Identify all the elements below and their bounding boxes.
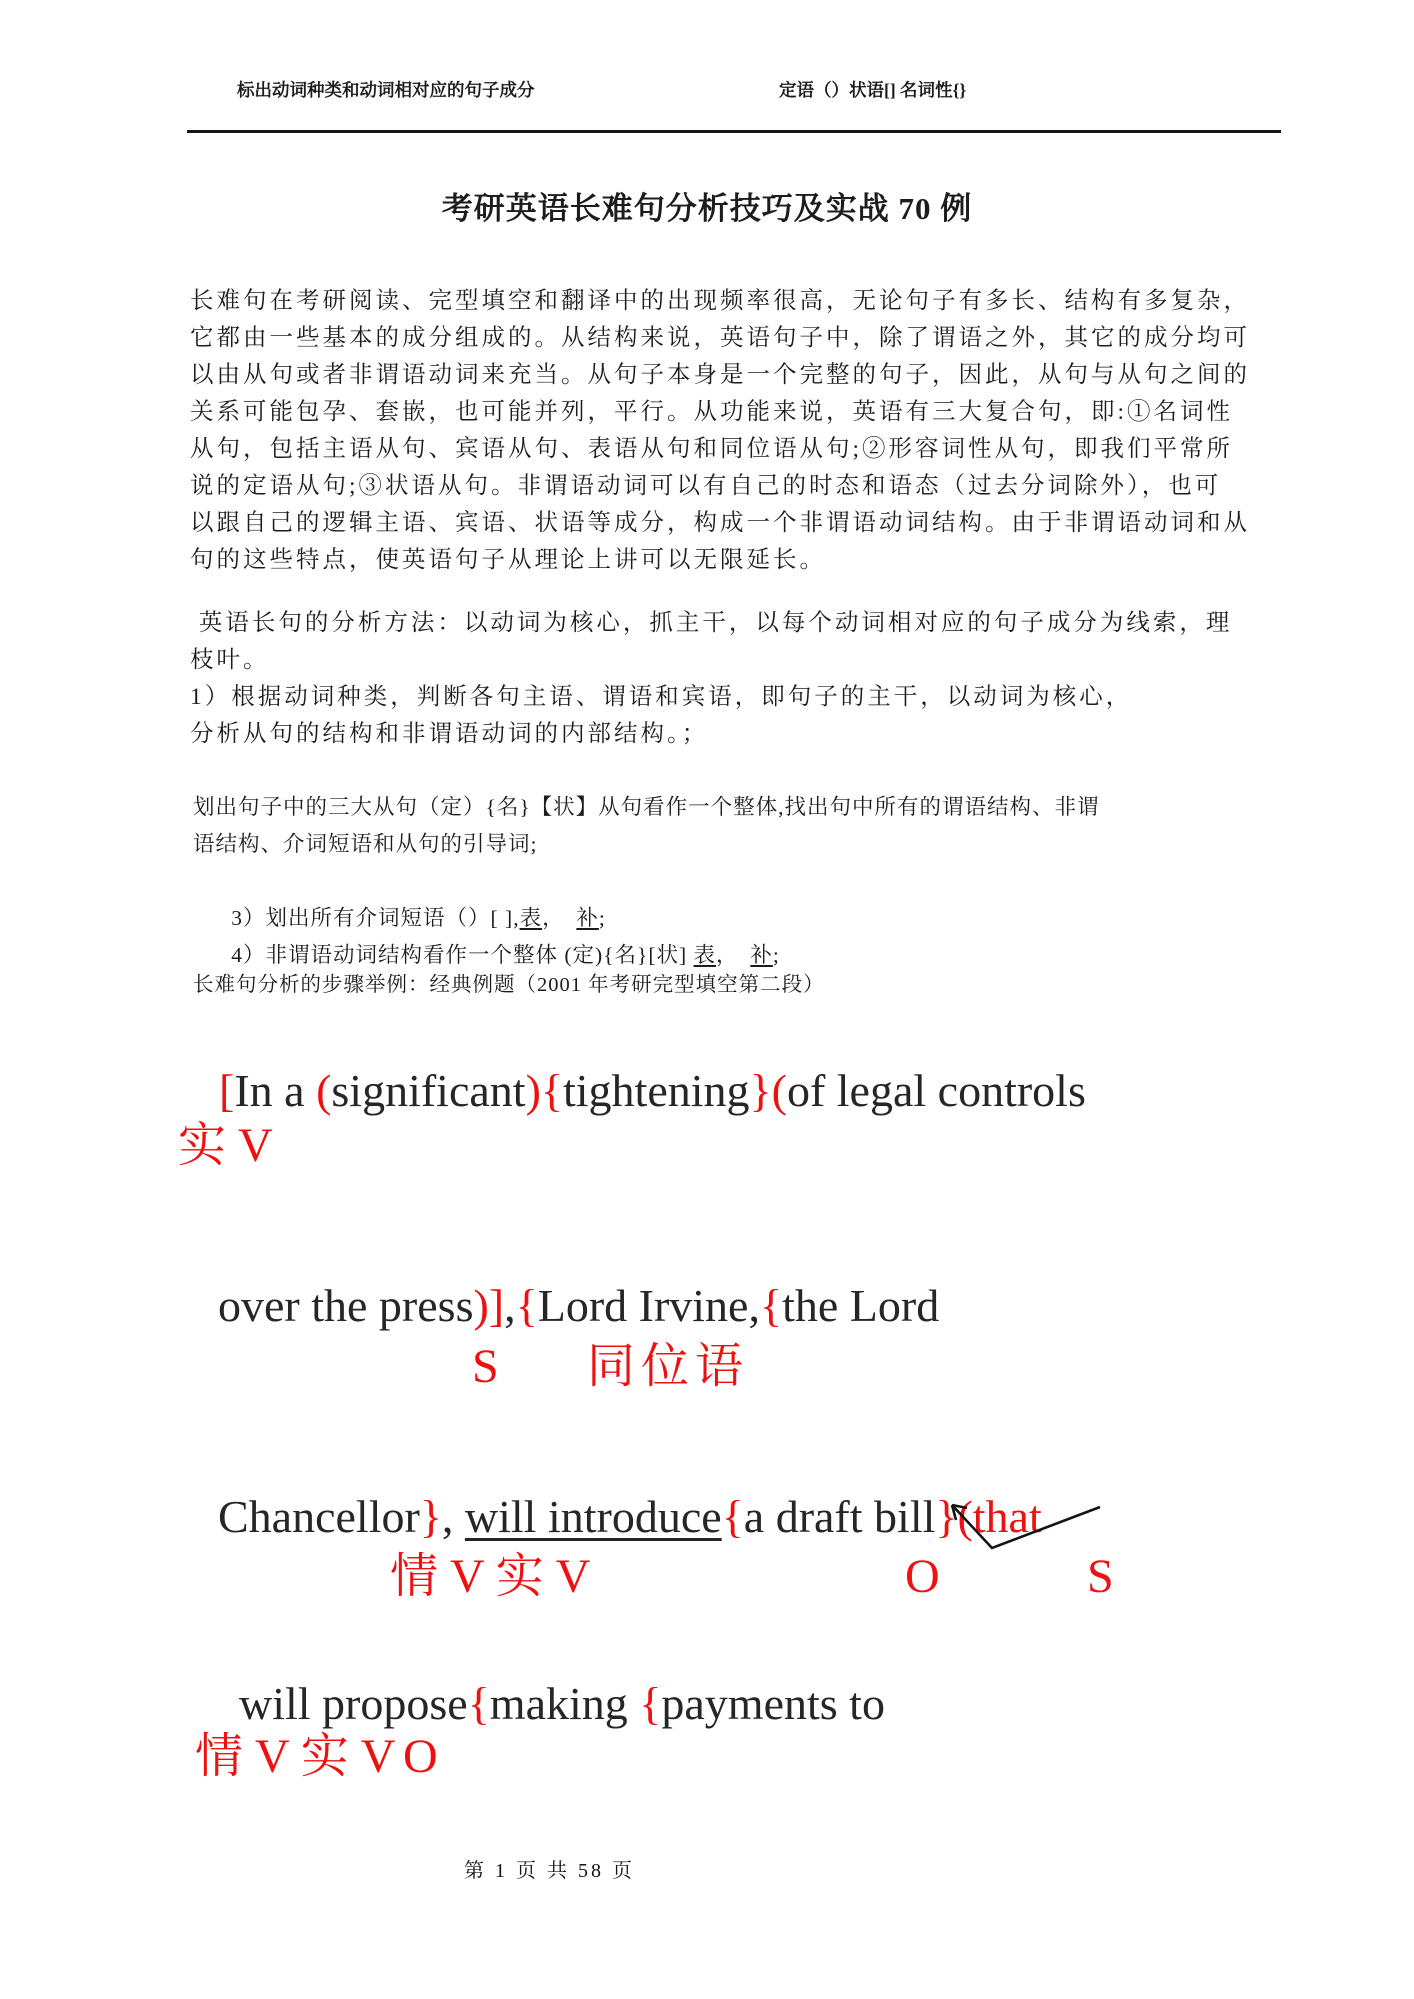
text-line: 长难句在考研阅读、完型填空和翻译中的出现频率很高，无论句子有多长、结构有多复杂， xyxy=(190,288,1250,314)
text-line: 以跟自己的逻辑主语、宾语、状语等成分，构成一个非谓语动词结构。由于非谓语动词和从 xyxy=(190,510,1250,536)
sentence-segment: payments to xyxy=(661,1677,885,1729)
sentence-segment: { xyxy=(721,1490,744,1542)
text-line: 从句，包括主语从句、宾语从句、表语从句和同位语从句;②形容词性从句，即我们平常所 xyxy=(190,436,1234,462)
sentence-segment: )] xyxy=(473,1279,505,1331)
annotation-object: O xyxy=(905,1550,940,1603)
annotation-qing-v-shi-v-2: 情 V 实 V xyxy=(195,1730,396,1783)
text-line: 语结构、介词短语和从句的引导词; xyxy=(193,832,538,856)
text-line: 英语长句的分析方法：以动词为核心，抓主干，以每个动词相对应的句子成分为线索，理 xyxy=(190,610,1233,636)
steps-paragraph xyxy=(193,789,1100,967)
step-text: ; xyxy=(598,906,606,930)
method-paragraph xyxy=(190,605,1232,753)
annotation-subject-2: S xyxy=(1087,1550,1114,1603)
sentence-segment: Chancellor xyxy=(218,1490,420,1542)
sentence-segment: { xyxy=(759,1279,783,1331)
sentence-segment: over the press xyxy=(218,1279,474,1331)
underlined-term: 表 xyxy=(519,906,543,930)
step-text: ; xyxy=(772,943,780,967)
sentence-segment: { xyxy=(467,1677,490,1729)
step-text: ， xyxy=(716,943,751,967)
text-line: 1）根据动词种类，判断各句主语、谓语和宾语，即句子的主干，以动词为核心， xyxy=(190,684,1133,710)
header-left-text: 标出动词种类和动词相对应的句子成分 xyxy=(237,80,535,100)
text-line: 它都由一些基本的成分组成的。从结构来说，英语句子中，除了谓语之外，其它的成分均可 xyxy=(190,325,1250,351)
pointer-arrow xyxy=(935,1492,1120,1557)
text-line xyxy=(193,863,1100,930)
sentence-segment: In a xyxy=(234,1064,317,1116)
sentence-segment: ){ xyxy=(525,1064,563,1116)
annotation-shi-v: 实 V xyxy=(178,1119,273,1172)
annotation-qing-v-shi-v: 情 V 实 V xyxy=(390,1550,591,1603)
underlined-term: 补 xyxy=(750,943,773,967)
annotation-object-2: O xyxy=(403,1730,438,1783)
page-number-footer: 第 1 页 共 58 页 xyxy=(464,1860,635,1882)
underlined-term: 补 xyxy=(576,906,599,930)
step-text: 3）划出所有介词短语（）[ ], xyxy=(231,906,520,930)
step-text: ， xyxy=(542,906,577,930)
sentence-segment: , xyxy=(441,1490,465,1542)
header-rule xyxy=(187,130,1281,133)
example-intro-line: 长难句分析的步骤举例：经典例题（2001 年考研完型填空第二段） xyxy=(193,974,825,996)
text-line: 以由从句或者非谓语动词来充当。从句子本身是一个完整的句子，因此，从句与从句之间的 xyxy=(190,362,1250,388)
sentence-line-2 xyxy=(172,1227,939,1386)
sentence-segment: of legal controls xyxy=(786,1064,1086,1116)
annotation-apposition: 同位语 xyxy=(587,1340,750,1393)
predicate-underlined: will introduce xyxy=(464,1490,722,1542)
sentence-segment: { xyxy=(515,1279,538,1331)
text-line: 划出句子中的三大从句（定）{名}【状】从句看作一个整体,找出句中所有的谓语结构、非谓 xyxy=(193,795,1100,819)
text-line: 关系可能包孕、套嵌，也可能并列，平行。从功能来说，英语有三大复合句，即:①名词性 xyxy=(190,399,1234,425)
page-title: 考研英语长难句分析技巧及实战 70 例 xyxy=(441,191,973,226)
text-line: 分析从句的结构和非谓语动词的内部结构。； xyxy=(190,721,709,747)
underlined-term: 表 xyxy=(693,943,717,967)
sentence-segment: the Lord xyxy=(782,1279,940,1331)
annotation-subject: S xyxy=(472,1340,499,1393)
sentence-segment: }( xyxy=(749,1064,787,1116)
sentence-segment: { xyxy=(639,1677,662,1729)
text-line: 说的定语从句;③状语从句。非谓语动词可以有自己的时态和语态（过去分词除外），也可 xyxy=(190,473,1222,499)
sentence-segment: will propose xyxy=(239,1677,468,1729)
sentence-line-1 xyxy=(173,1012,1086,1171)
sentence-segment: tightening xyxy=(563,1064,750,1116)
sentence-segment: } xyxy=(419,1490,442,1542)
sentence-segment: making xyxy=(489,1677,640,1729)
sentence-segment: , xyxy=(504,1279,516,1331)
step-text: 4）非谓语动词结构看作一个整体 (定){名}[状] xyxy=(231,943,694,967)
intro-paragraph xyxy=(190,283,1250,579)
header-right-text: 定语（）状语[] 名词性{} xyxy=(779,80,967,100)
sentence-segment: significant xyxy=(331,1064,526,1116)
sentence-segment: [ xyxy=(219,1064,235,1116)
sentence-segment: }(that xyxy=(935,1490,1042,1542)
sentence-segment: a draft bill xyxy=(743,1490,936,1542)
text-line: 句的这些特点，使英语句子从理论上讲可以无限延长。 xyxy=(190,547,826,573)
text-line: 枝叶。 xyxy=(190,647,270,673)
sentence-segment: ( xyxy=(316,1064,332,1116)
sentence-segment: Lord Irvine, xyxy=(537,1279,760,1331)
